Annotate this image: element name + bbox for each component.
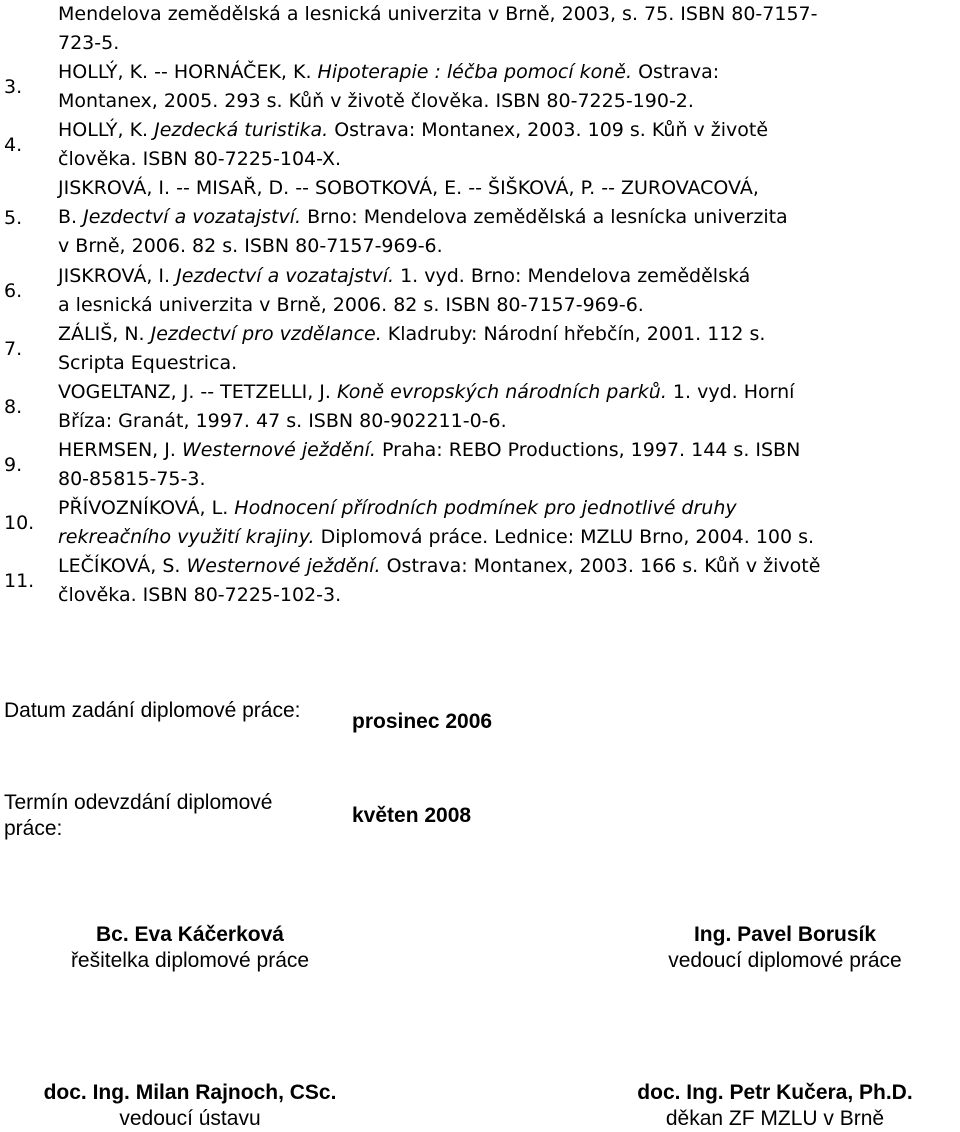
reference-line — [58, 494, 948, 523]
reference-segment: Scripta Equestrica. — [58, 352, 238, 374]
reference-segment: 1. vyd. Horní — [666, 381, 795, 403]
reference-segment: LEČÍKOVÁ, S. — [58, 555, 187, 577]
reference-segment: Mendelova zemědělská a lesnická univerzita v Brně, 2003, s. 75. ISBN 80-7157- — [58, 3, 818, 25]
reference-segment: 80-85815-75-3. — [58, 468, 206, 490]
reference-line — [58, 203, 948, 232]
reference-number: 9. — [4, 454, 23, 476]
reference-line — [58, 465, 948, 494]
supervisor-role: vedoucí diplomové práce — [668, 949, 902, 972]
reference-line — [58, 0, 948, 29]
reference-number: 6. — [4, 280, 23, 302]
reference-segment: člověka. ISBN 80-7225-102-3. — [58, 584, 342, 606]
reference-number: 7. — [4, 338, 23, 360]
reference-segment: Praha: REBO Productions, 1997. 144 s. ISBN — [375, 439, 801, 461]
reference-title-segment: Hipoterapie : léčba pomocí koně. — [317, 61, 633, 83]
assignment-date-label: Datum zadání diplomové práce: — [4, 699, 301, 722]
reference-line — [58, 523, 948, 552]
head-role: vedoucí ústavu — [119, 1107, 261, 1130]
reference-line — [58, 116, 948, 145]
reference-line — [58, 291, 948, 320]
student-role: řešitelka diplomové práce — [70, 949, 310, 972]
reference-title-segment: Hodnocení přírodních podmínek pro jednotlivé druhy — [234, 497, 737, 519]
reference-segment: Kladruby: Národní hřebčín, 2001. 112 s. — [381, 323, 766, 345]
reference-title-segment: Jezdecká turistika. — [154, 119, 329, 141]
reference-segment: VOGELTANZ, J. -- TETZELLI, J. — [58, 381, 337, 403]
reference-segment: PŘÍVOZNÍKOVÁ, L. — [58, 497, 235, 519]
reference-number: 5. — [4, 206, 23, 229]
reference-segment: Ostrava: Montanex, 2003. 166 s. Kůň v životě — [380, 555, 821, 577]
reference-segment: Ostrava: Montanex, 2003. 109 s. Kůň v životě — [328, 119, 769, 141]
reference-line — [58, 29, 948, 58]
reference-number: 10. — [4, 512, 35, 534]
reference-text — [58, 494, 948, 552]
reference-text — [58, 58, 948, 116]
submission-date-value: květen 2008 — [352, 804, 472, 827]
reference-line — [58, 145, 948, 174]
reference-title-segment: Koně evropských národních parků. — [336, 381, 667, 403]
reference-text — [58, 552, 948, 610]
dean-name: doc. Ing. Petr Kučera, Ph.D. — [637, 1081, 913, 1104]
reference-segment: Brno: Mendelova zemědělská a lesnícka univerzita — [301, 206, 788, 228]
reference-segment: ZÁLIŠ, N. — [58, 323, 151, 345]
reference-segment: 723-5. — [58, 32, 120, 54]
reference-segment: 1. vyd. Brno: Mendelova zemědělská — [394, 265, 751, 287]
reference-line — [58, 581, 948, 610]
signature-student — [20, 922, 360, 974]
reference-line — [58, 174, 948, 203]
reference-line — [58, 407, 948, 436]
reference-text — [58, 262, 948, 320]
reference-segment: HOLLÝ, K. -- HORNÁČEK, K. — [58, 61, 318, 83]
reference-segment: Montanex, 2005. 293 s. Kůň v životě člověka. ISBN 80-7225-190-2. — [58, 90, 694, 112]
reference-line — [58, 378, 948, 407]
reference-line — [58, 58, 948, 87]
supervisor-name: Ing. Pavel Borusík — [693, 923, 877, 946]
reference-segment: JISKROVÁ, I. — [58, 265, 177, 287]
reference-line — [58, 87, 948, 116]
reference-segment: a lesnická univerzita v Brně, 2006. 82 s. ISBN 80-7157-969-6. — [58, 294, 644, 316]
reference-line — [58, 552, 948, 581]
reference-number: 4. — [4, 134, 23, 156]
reference-segment: Bříza: Granát, 1997. 47 s. ISBN 80-902211-0-6. — [58, 410, 507, 432]
reference-segment: HERMSEN, J. — [58, 439, 182, 461]
signature-dean — [590, 1080, 960, 1132]
reference-title-segment: Jezdectví pro vzdělance. — [150, 323, 382, 345]
reference-segment: B. — [58, 206, 84, 228]
reference-segment: Ostrava: — [632, 61, 720, 83]
reference-line — [58, 436, 948, 465]
reference-text — [58, 116, 948, 174]
reference-text — [58, 0, 948, 58]
reference-segment: v Brně, 2006. 82 s. ISBN 80-7157-969-6. — [58, 235, 443, 257]
reference-title-segment: Jezdectví a vozatajství. — [176, 265, 395, 287]
reference-title-segment: Jezdectví a vozatajství. — [83, 206, 302, 228]
submission-date-label: Termín odevzdání diplomové práce: — [4, 791, 273, 840]
reference-segment: JISKROVÁ, I. -- MISAŘ, D. -- SOBOTKOVÁ, E. -- ŠIŠKOVÁ, P. -- ZUROVACOVÁ, — [58, 177, 759, 199]
reference-number: 3. — [4, 76, 23, 98]
signature-head-of-institute — [0, 1080, 380, 1132]
reference-text — [58, 378, 948, 436]
reference-line — [58, 262, 948, 291]
reference-title-segment: Westernové ježdění. — [181, 439, 376, 461]
signature-supervisor — [620, 922, 950, 974]
reference-text — [58, 174, 948, 261]
reference-line — [58, 320, 948, 349]
student-name: Bc. Eva Káčerková — [96, 923, 284, 946]
reference-number: 8. — [4, 396, 23, 418]
reference-segment: HOLLÝ, K. — [58, 119, 155, 141]
reference-line — [58, 349, 948, 378]
head-name: doc. Ing. Milan Rajnoch, CSc. — [43, 1081, 337, 1104]
reference-title-segment: rekreačního využití krajiny. — [58, 526, 315, 548]
reference-line — [58, 232, 948, 261]
reference-segment: člověka. ISBN 80-7225-104-X. — [58, 148, 342, 170]
reference-number: 11. — [4, 570, 35, 592]
dean-role: děkan ZF MZLU v Brně — [665, 1107, 885, 1130]
reference-text — [58, 436, 948, 494]
reference-text — [58, 320, 948, 378]
reference-title-segment: Westernové ježdění. — [186, 555, 381, 577]
reference-segment: Diplomová práce. Lednice: MZLU Brno, 2004. 100 s. — [314, 526, 815, 548]
assignment-date-value: prosinec 2006 — [352, 710, 493, 733]
